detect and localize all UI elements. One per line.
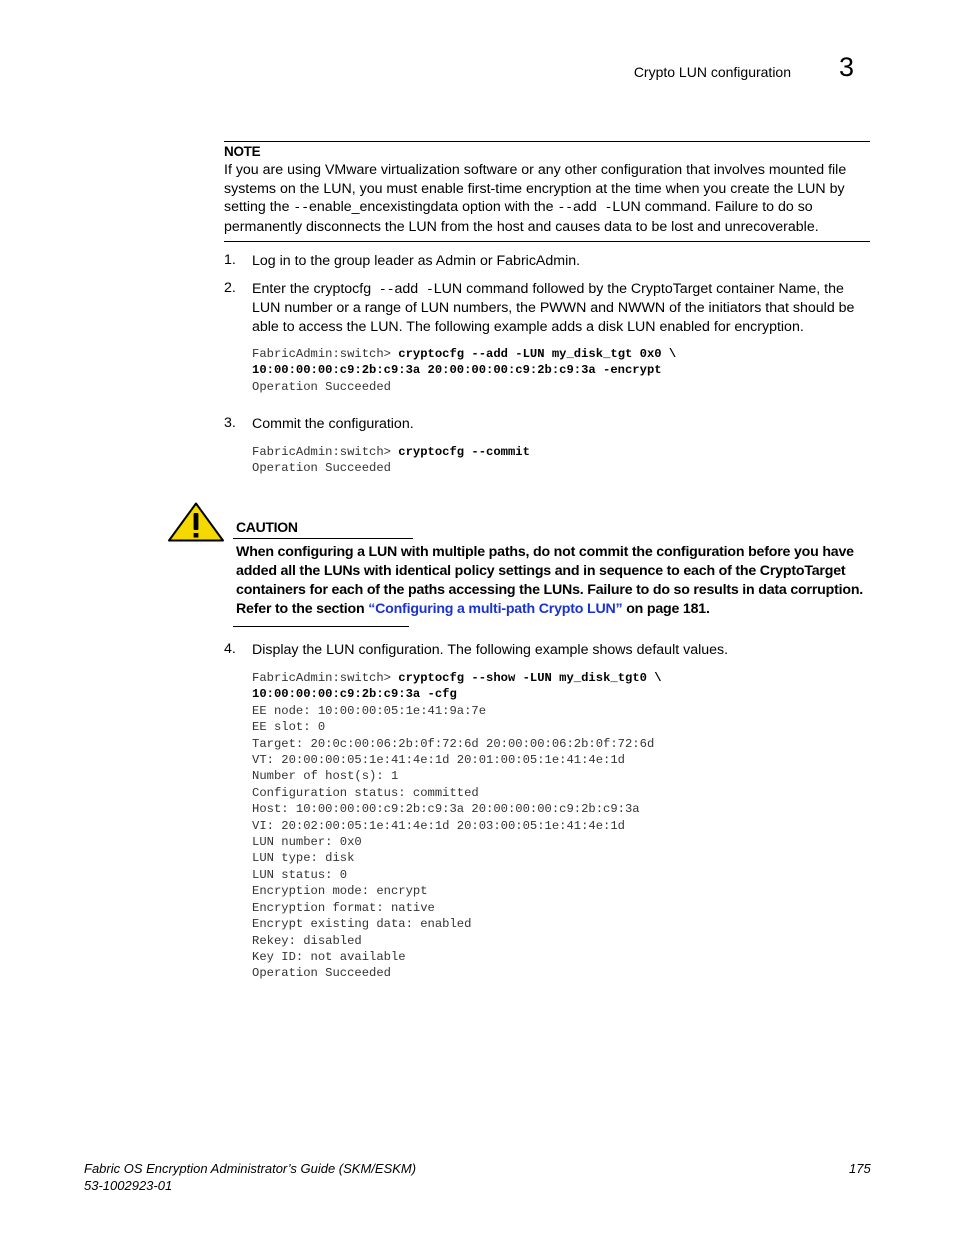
note-top-rule xyxy=(224,141,870,142)
note-bottom-rule xyxy=(224,241,870,242)
warning-triangle-icon xyxy=(167,502,225,542)
step-2-number: 2. xyxy=(224,280,236,296)
step-3-number: 3. xyxy=(224,415,236,431)
note-label: NOTE xyxy=(224,144,261,159)
caution-bottom-rule xyxy=(233,626,409,627)
step-3-text: Commit the configuration. xyxy=(252,416,414,432)
chapter-number: 3 xyxy=(839,52,855,82)
page-number: 175 xyxy=(849,1161,871,1176)
caution-label: CAUTION xyxy=(236,519,298,535)
caution-top-rule xyxy=(233,538,413,539)
code-block-add-lun: FabricAdmin:switch> cryptocfg --add -LUN my_disk_tgt 0x0 \ 10:00:00:00:c9:2b:c9:3a 20:00:00:00:c9:2b:c9:3a -encrypt Operation Succeeded xyxy=(252,347,677,394)
step-2-text: Enter the cryptocfg --add -LUN command followed by the CryptoTarget container Name, the LUN number or a range of LUN numbers, the PWWN and NWWN of the initiators that should be able to access the LUN. The following example adds a disk LUN enabled for encryption. xyxy=(252,281,855,335)
step-4-number: 4. xyxy=(224,641,236,657)
step-1-number: 1. xyxy=(224,252,236,268)
running-header-section: Crypto LUN configuration xyxy=(633,64,791,80)
code-block-show-lun: FabricAdmin:switch> cryptocfg --show -LUN my_disk_tgt0 \ 10:00:00:00:c9:2b:c9:3a -cfg EE node: 10:00:00:05:1e:41:9a:7e EE slot: 0 Target: 20:0c:00:06:2b:0f:72:6d 20:00:00:06:2b:0f:72:6d VT: 20:00:00:05:1e:41:4e:1d 20:01:00:05:1e:41:4e:1d Number of host(s): 1 Configuration status: committed Host: 10:00:00:00:c9:2b:c9:3a 20:00:00:00:c9:2b:c9:3a VI: 20:02:00:05:1e:41:4e:1d 20:03:00:05:1e:41:4e:1d LUN number: 0x0 LUN type: disk LUN status: 0 Encryption mode: encrypt Encryption format: native Encrypt existing data: enabled Rekey: disabled Key ID: not available Operation Succeeded xyxy=(252,671,662,981)
note-body: If you are using VMware virtualization software or any other configuration that involves mounted file systems on the LUN, you must enable first-time encryption at the time when you create the LUN by setting the --enable_encexistingdata option with the --add -LUN command. Failure to do so permanently disconnects the LUN from the host and causes data to be lost and unrecoverable. xyxy=(224,162,847,236)
footer-title: Fabric OS Encryption Administrator’s Guide (SKM/ESKM) xyxy=(84,1161,417,1176)
step-1-text: Log in to the group leader as Admin or FabricAdmin. xyxy=(252,253,581,269)
cross-reference-link[interactable]: “Configuring a multi-path Crypto LUN” xyxy=(368,601,623,617)
footer-doc-number: 53-1002923-01 xyxy=(84,1178,173,1193)
code-block-commit: FabricAdmin:switch> cryptocfg --commit Operation Succeeded xyxy=(252,445,530,476)
step-4-text: Display the LUN configuration. The following example shows default values. xyxy=(252,642,729,658)
caution-body: When configuring a LUN with multiple paths, do not commit the configuration before you have added all the LUNs with identical policy settings and in sequence to each of the CryptoTarget containers for each of the paths accessing the LUNs. Failure to do so results in data corruption. Refer to the section “Configuring a multi-path Crypto LUN” on page 181. xyxy=(236,544,864,617)
